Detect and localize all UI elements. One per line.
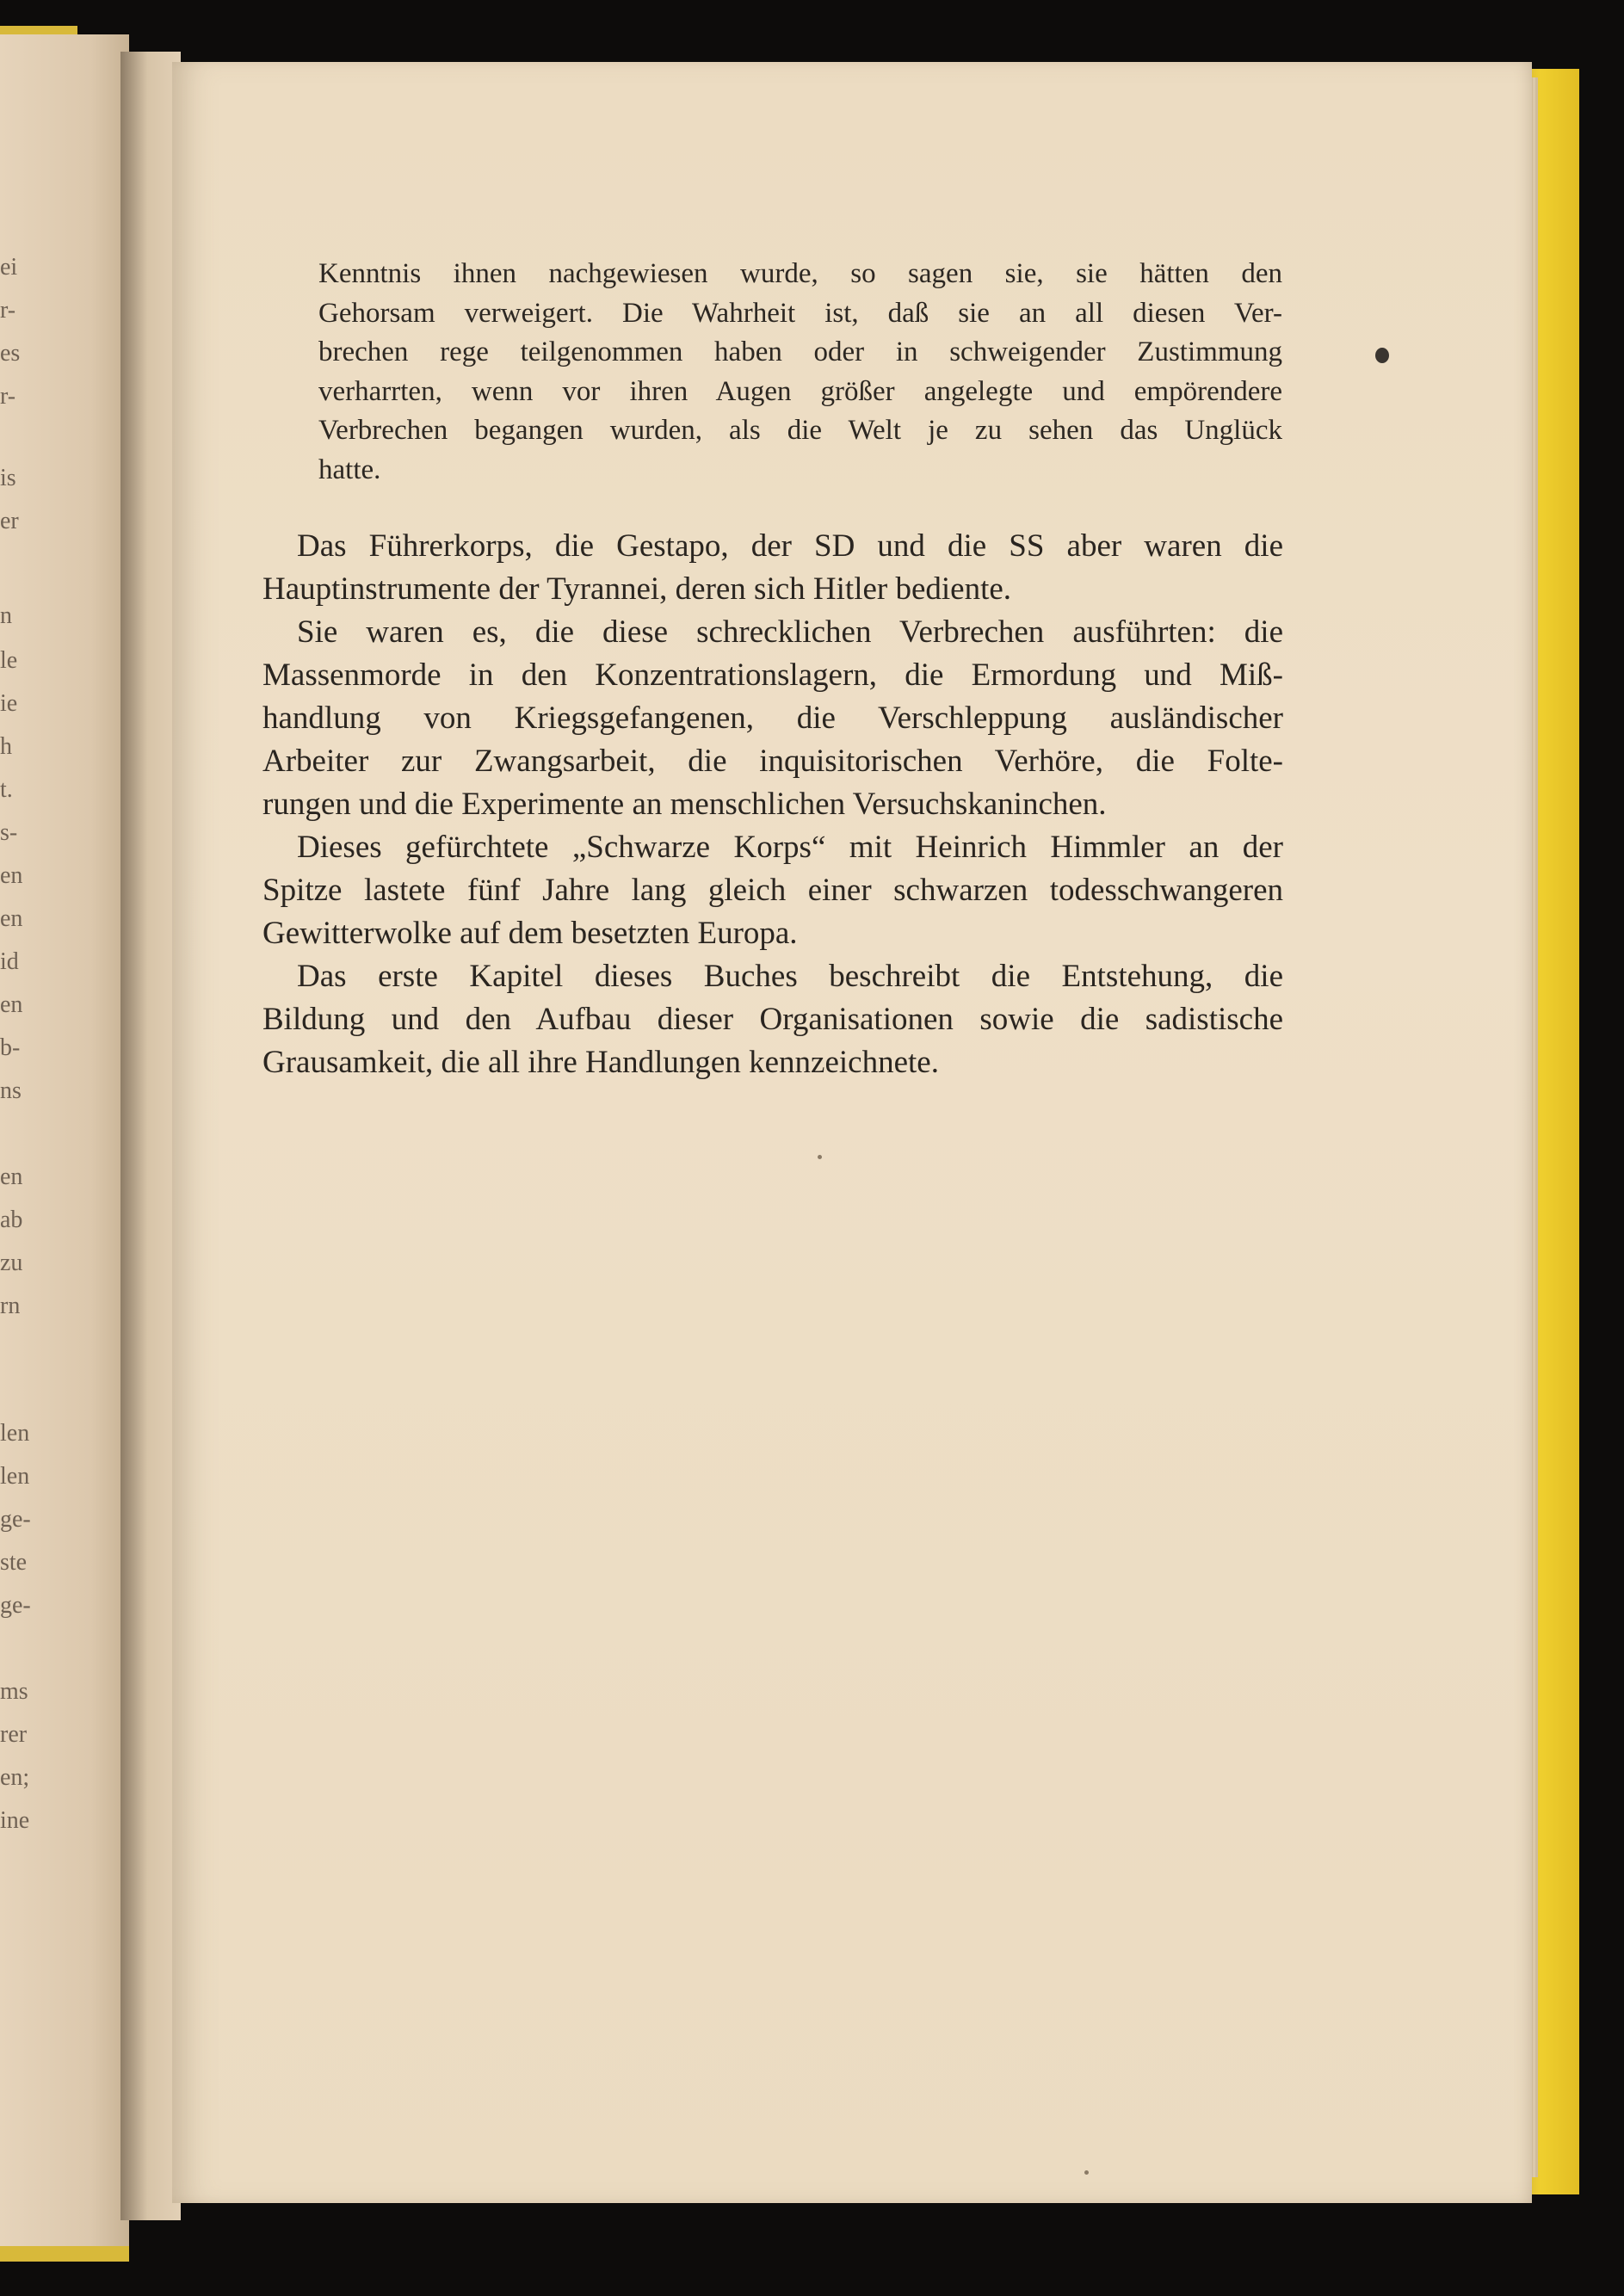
quoted-passage [318, 255, 1282, 490]
left-fragment: id [0, 948, 19, 975]
left-fragment: rn [0, 1293, 21, 1319]
paragraph [262, 955, 1283, 1084]
left-fragment: is [0, 465, 16, 491]
text-line: Arbeiter zur Zwangsarbeit, die inquisitorischen Verhöre, die Folte- [262, 744, 1283, 779]
quote-line: hatte. [318, 454, 381, 485]
text-line: Dieses gefürchtete „Schwarze Korps“ mit Heinrich Himmler an der [297, 830, 1283, 865]
quote-line: brechen rege teilgenommen haben oder in schweigender Zustimmung [318, 336, 1282, 367]
left-fragment: r- [0, 383, 16, 410]
paragraph [262, 611, 1283, 826]
text-line: Grausamkeit, die all ihre Handlungen kennzeichnete. [262, 1045, 939, 1080]
left-page-fragments [0, 34, 52, 2246]
left-fragment: zu [0, 1250, 23, 1276]
left-fragment: en [0, 991, 23, 1018]
text-line: Gewitterwolke auf dem besetzten Europa. [262, 916, 798, 951]
text-line: Massenmorde in den Konzentrationslagern, die Ermordung und Miß- [262, 657, 1283, 693]
paragraph [262, 826, 1283, 955]
paragraph [262, 525, 1283, 611]
text-line: Hauptinstrumente der Tyrannei, deren sich Hitler bediente. [262, 571, 1012, 607]
left-fragment: ns [0, 1077, 22, 1104]
left-fragment: h [0, 733, 12, 760]
paper-speck [818, 1155, 822, 1159]
body-text [262, 525, 1283, 1084]
left-fragment: ms [0, 1678, 28, 1705]
left-fragment: en; [0, 1764, 30, 1791]
left-fragment: ge- [0, 1592, 31, 1619]
text-line: Spitze lastete fünf Jahre lang gleich einer schwarzen todesschwangeren [262, 873, 1283, 908]
left-fragment: ab [0, 1207, 23, 1233]
left-fragment: r- [0, 297, 16, 324]
text-line: Bildung und den Aufbau dieser Organisationen sowie die sadistische [262, 1002, 1283, 1037]
left-fragment: en [0, 1163, 23, 1190]
left-fragment: le [0, 647, 18, 674]
left-fragment: len [0, 1420, 30, 1447]
text-line: Sie waren es, die diese schrecklichen Verbrechen ausführten: die [297, 614, 1283, 650]
quote-line: Gehorsam verweigert. Die Wahrheit ist, daß sie an all diesen Ver- [318, 297, 1282, 329]
left-fragment: rer [0, 1721, 28, 1748]
left-fragment: ge- [0, 1506, 31, 1533]
paper-speck [1084, 2170, 1089, 2175]
text-line: Das erste Kapitel dieses Buches beschreibt die Entstehung, die [297, 959, 1283, 994]
left-fragment: er [0, 508, 19, 534]
left-page [0, 34, 129, 2262]
left-fragment: n [0, 602, 12, 629]
left-fragment: ine [0, 1807, 30, 1834]
left-fragment: len [0, 1463, 30, 1490]
left-fragment: ie [0, 690, 18, 717]
text-line: handlung von Kriegsgefangenen, die Verschleppung ausländischer [262, 701, 1283, 736]
ink-spot [1375, 348, 1389, 363]
text-line: Das Führerkorps, die Gestapo, der SD und die SS aber waren die [297, 528, 1283, 564]
left-fragment: ste [0, 1549, 28, 1576]
left-fragment: en [0, 862, 23, 889]
left-fragment: es [0, 340, 21, 367]
quote-line: Kenntnis ihnen nachgewiesen wurde, so sagen sie, sie hätten den [318, 258, 1282, 289]
left-fragment: ei [0, 254, 18, 281]
left-fragment: b- [0, 1034, 21, 1061]
left-fragment: t. [0, 776, 13, 803]
quote-line: verharrten, wenn vor ihren Augen größer angelegte und empörendere [318, 375, 1282, 407]
text-line: rungen und die Experimente an menschlichen Versuchskaninchen. [262, 787, 1107, 822]
left-fragment: s- [0, 819, 18, 846]
left-fragment: en [0, 905, 23, 932]
quote-line: Verbrechen begangen wurden, als die Welt je zu sehen das Unglück [318, 415, 1282, 446]
